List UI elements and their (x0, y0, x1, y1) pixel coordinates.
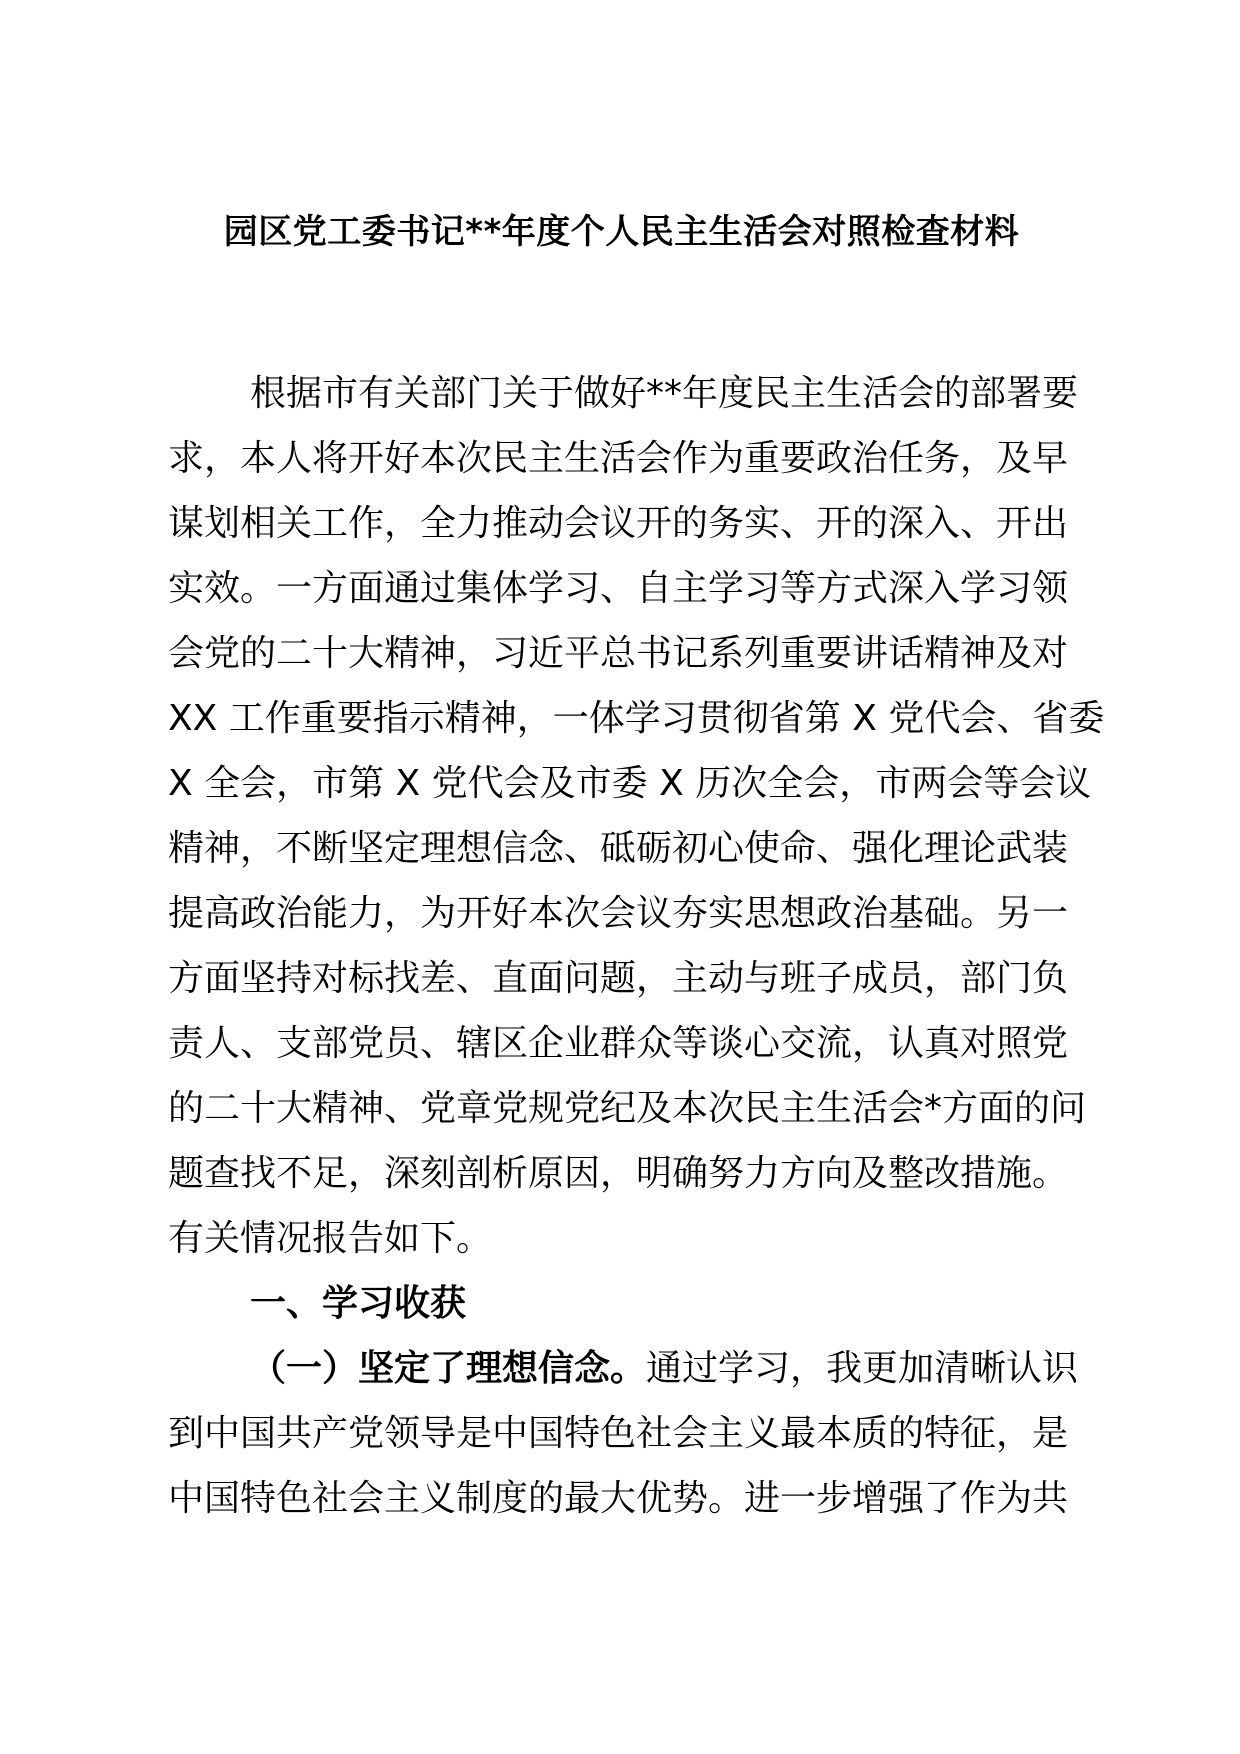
document-body (168, 361, 1105, 1531)
text-segment: XX 工作重要指示精神，一体学习贯彻省第 X 党代会、省委 (168, 698, 1105, 739)
text-segment: 通过学习，我更加清晰认识 (646, 1348, 1079, 1389)
text-line (168, 1401, 1075, 1466)
text-line (168, 686, 1105, 751)
text-segment: 到中国共产党领导是中国特色社会主义最本质的特征，是 (168, 1413, 1069, 1454)
text-segment: X 全会，市第 X 党代会及市委 X 历次全会，市两会等会议 (168, 763, 1092, 804)
text-segment: 实效。一方面通过集体学习、自主学习等方式深入学习领 (168, 568, 1069, 609)
text-line (168, 491, 1075, 556)
text-line (168, 881, 1075, 946)
text-line (168, 1336, 1079, 1401)
text-line (168, 751, 1092, 816)
subsection-paragraph-1 (168, 1336, 1079, 1531)
text-segment: 求，本人将开好本次民主生活会作为重要政治任务，及早 (168, 438, 1069, 479)
text-segment: 题查找不足，深刻剖析原因，明确努力方向及整改措施。 (168, 1153, 1069, 1194)
text-segment: 方面坚持对标找差、直面问题，主动与班子成员，部门负 (168, 958, 1069, 999)
text-line (168, 621, 1075, 686)
document-title: 园区党工委书记**年度个人民主生活会对照检查材料 (223, 212, 1020, 252)
text-line (168, 1141, 1075, 1206)
text-line (168, 1271, 1075, 1336)
text-line (168, 816, 1075, 881)
text-line (168, 426, 1075, 491)
bold-text-segment: 一、学习收获 (250, 1283, 467, 1324)
text-line (168, 1076, 1087, 1141)
text-line (168, 361, 1079, 426)
text-segment: 精神，不断坚定理想信念、砥砺初心使命、强化理论武装 (168, 828, 1069, 869)
text-line (168, 946, 1075, 1011)
text-segment: 根据市有关部门关于做好**年度民主生活会的部署要 (250, 373, 1079, 414)
text-segment: 的二十大精神、党章党规党纪及本次民主生活会*方面的问 (168, 1088, 1087, 1129)
text-line (168, 1206, 1075, 1271)
text-segment: 中国特色社会主义制度的最大优势。进一步增强了作为共 (168, 1478, 1069, 1519)
text-segment: 会党的二十大精神，习近平总书记系列重要讲话精神及对 (168, 633, 1069, 674)
text-line (168, 1011, 1075, 1076)
text-segment: 责人、支部党员、辖区企业群众等谈心交流，认真对照党 (168, 1023, 1069, 1064)
text-segment: 谋划相关工作，全力推动会议开的务实、开的深入、开出 (168, 503, 1069, 544)
section-heading-1 (168, 1271, 1075, 1336)
intro-paragraph (168, 361, 1105, 1271)
text-segment: 有关情况报告如下。 (168, 1218, 493, 1259)
text-segment: 提高政治能力，为开好本次会议夯实思想政治基础。另一 (168, 893, 1069, 934)
bold-text-segment: （一）坚定了理想信念。 (250, 1348, 647, 1389)
text-line (168, 556, 1075, 621)
text-line (168, 1466, 1075, 1531)
